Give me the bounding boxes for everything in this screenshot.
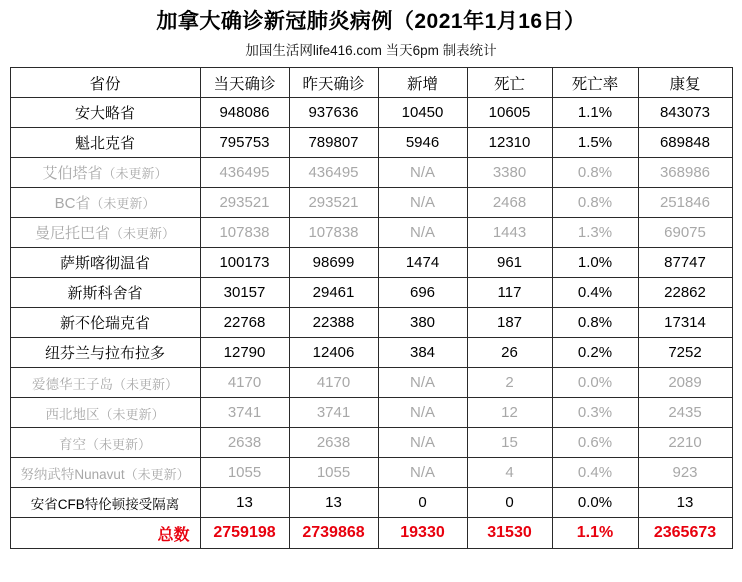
province-name: 育空 [58, 436, 86, 452]
cell-death-rate: 1.1% [552, 98, 638, 128]
cell-deaths: 4 [467, 458, 552, 488]
cell-death-rate: 0.8% [552, 158, 638, 188]
cell-recovered: 689848 [638, 128, 732, 158]
cell-today: 100173 [200, 248, 289, 278]
table-row [10, 488, 732, 518]
cell-deaths: 12 [467, 398, 552, 428]
table-header [10, 68, 732, 98]
cell-new: 696 [378, 278, 467, 308]
table-row [10, 188, 732, 218]
cell-province [10, 338, 200, 368]
province-update-note: （未更新） [85, 436, 151, 452]
cell-province [10, 128, 200, 158]
cell-province [10, 488, 200, 518]
cell-new: 1474 [378, 248, 467, 278]
cell-today: 107838 [200, 218, 289, 248]
cell-deaths: 15 [467, 428, 552, 458]
cell-recovered: 7252 [638, 338, 732, 368]
cell-today: 2638 [200, 428, 289, 458]
cell-province [10, 98, 200, 128]
cell-new: N/A [378, 398, 467, 428]
table-total-row [10, 518, 732, 549]
province-update-note: （未更新） [110, 226, 176, 241]
cell-today: 948086 [200, 98, 289, 128]
cell-total-today: 2759198 [200, 518, 289, 549]
cell-new: N/A [378, 218, 467, 248]
cell-total-recovered: 2365673 [638, 518, 732, 549]
cell-today: 4170 [200, 368, 289, 398]
table-row [10, 218, 732, 248]
cell-new: N/A [378, 188, 467, 218]
cell-new: N/A [378, 158, 467, 188]
cell-yesterday: 107838 [289, 218, 378, 248]
table-row [10, 308, 732, 338]
cell-today: 22768 [200, 308, 289, 338]
column-header-new: 新增 [378, 68, 467, 98]
province-update-note: （未更新） [102, 166, 168, 181]
cell-yesterday: 13 [289, 488, 378, 518]
cell-recovered: 251846 [638, 188, 732, 218]
cell-today: 293521 [200, 188, 289, 218]
province-name: BC省 [54, 195, 91, 212]
cell-new: 5946 [378, 128, 467, 158]
cell-recovered: 2210 [638, 428, 732, 458]
cell-province [10, 158, 200, 188]
column-header-deaths: 死亡 [467, 68, 552, 98]
table-row [10, 278, 732, 308]
cell-new: 0 [378, 488, 467, 518]
cell-death-rate: 0.4% [552, 278, 638, 308]
cell-today: 795753 [200, 128, 289, 158]
cell-recovered: 923 [638, 458, 732, 488]
cell-yesterday: 293521 [289, 188, 378, 218]
province-name: 艾伯塔省 [42, 165, 103, 182]
cell-new: 380 [378, 308, 467, 338]
table-row [10, 128, 732, 158]
cell-recovered: 843073 [638, 98, 732, 128]
column-header-today: 当天确诊 [200, 68, 289, 98]
province-update-note: （未更新） [90, 196, 156, 211]
cell-province [10, 368, 200, 398]
cell-province [10, 308, 200, 338]
cell-recovered: 69075 [638, 218, 732, 248]
cell-deaths: 2468 [467, 188, 552, 218]
cell-yesterday: 937636 [289, 98, 378, 128]
column-header-recovered: 康复 [638, 68, 732, 98]
cell-total-yesterday: 2739868 [289, 518, 378, 549]
cell-recovered: 2089 [638, 368, 732, 398]
cell-province [10, 218, 200, 248]
cell-total-new: 19330 [378, 518, 467, 549]
province-update-note: （未更新） [124, 466, 190, 482]
cell-death-rate: 0.6% [552, 428, 638, 458]
cell-deaths: 3380 [467, 158, 552, 188]
cell-total-deaths: 31530 [467, 518, 552, 549]
table-row [10, 158, 732, 188]
cell-today: 30157 [200, 278, 289, 308]
table-row [10, 398, 732, 428]
table-row [10, 368, 732, 398]
cell-yesterday: 1055 [289, 458, 378, 488]
cell-province [10, 248, 200, 278]
cell-new: N/A [378, 368, 467, 398]
province-name: 安大略省 [74, 105, 135, 122]
cell-yesterday: 4170 [289, 368, 378, 398]
cell-province [10, 398, 200, 428]
province-name: 努纳武特Nunavut [20, 466, 125, 482]
cell-recovered: 17314 [638, 308, 732, 338]
cell-yesterday: 29461 [289, 278, 378, 308]
cell-yesterday: 2638 [289, 428, 378, 458]
cell-deaths: 0 [467, 488, 552, 518]
cell-deaths: 12310 [467, 128, 552, 158]
cell-province [10, 188, 200, 218]
cell-death-rate: 0.4% [552, 458, 638, 488]
cell-death-rate: 0.8% [552, 308, 638, 338]
column-header-yesterday: 昨天确诊 [289, 68, 378, 98]
cell-today: 12790 [200, 338, 289, 368]
province-update-note: （未更新） [99, 406, 165, 422]
province-name: 魁北克省 [74, 135, 135, 152]
cell-recovered: 2435 [638, 398, 732, 428]
table-row [10, 338, 732, 368]
covid-stats-table [10, 67, 733, 549]
cell-deaths: 1443 [467, 218, 552, 248]
cell-new: 384 [378, 338, 467, 368]
cell-death-rate: 0.2% [552, 338, 638, 368]
province-name: 西北地区 [45, 406, 100, 422]
province-name: 曼尼托巴省 [34, 225, 110, 242]
column-header-death-rate: 死亡率 [552, 68, 638, 98]
page-subtitle: 加国生活网life416.com 当天6pm 制表统计 [245, 43, 497, 58]
province-name: 新不伦瑞克省 [59, 315, 150, 332]
cell-deaths: 10605 [467, 98, 552, 128]
cell-yesterday: 12406 [289, 338, 378, 368]
cell-deaths: 26 [467, 338, 552, 368]
cell-yesterday: 3741 [289, 398, 378, 428]
cell-death-rate: 0.0% [552, 488, 638, 518]
cell-today: 3741 [200, 398, 289, 428]
province-name: 安省CFB特伦顿接受隔离 [30, 496, 180, 512]
cell-province [10, 278, 200, 308]
cell-deaths: 2 [467, 368, 552, 398]
cell-today: 13 [200, 488, 289, 518]
province-name: 纽芬兰与拉布拉多 [44, 345, 165, 362]
table-row [10, 428, 732, 458]
province-name: 萨斯喀彻温省 [59, 255, 150, 272]
cell-death-rate: 0.0% [552, 368, 638, 398]
table-body [10, 98, 732, 549]
cell-province [10, 428, 200, 458]
cell-new: N/A [378, 428, 467, 458]
column-header-province: 省份 [10, 68, 200, 98]
cell-today: 436495 [200, 158, 289, 188]
cell-yesterday: 789807 [289, 128, 378, 158]
cell-province [10, 458, 200, 488]
cell-death-rate: 0.3% [552, 398, 638, 428]
cell-today: 1055 [200, 458, 289, 488]
table-row [10, 458, 732, 488]
province-name: 新斯科舍省 [67, 285, 143, 302]
cell-yesterday: 22388 [289, 308, 378, 338]
page-title: 加拿大确诊新冠肺炎病例（2021年1月16日） [156, 10, 586, 33]
cell-total-label: 总数 [10, 518, 200, 549]
cell-recovered: 22862 [638, 278, 732, 308]
cell-yesterday: 98699 [289, 248, 378, 278]
cell-deaths: 187 [467, 308, 552, 338]
cell-recovered: 87747 [638, 248, 732, 278]
table-row [10, 98, 732, 128]
cell-death-rate: 0.8% [552, 188, 638, 218]
cell-yesterday: 436495 [289, 158, 378, 188]
cell-new: 10450 [378, 98, 467, 128]
cell-deaths: 961 [467, 248, 552, 278]
province-update-note: （未更新） [112, 376, 178, 392]
cell-total-death-rate: 1.1% [552, 518, 638, 549]
province-name: 爱德华王子岛 [31, 376, 113, 392]
cell-death-rate: 1.5% [552, 128, 638, 158]
table-header-row [10, 68, 732, 98]
cell-deaths: 117 [467, 278, 552, 308]
cell-new: N/A [378, 458, 467, 488]
cell-death-rate: 1.3% [552, 218, 638, 248]
cell-recovered: 368986 [638, 158, 732, 188]
cell-death-rate: 1.0% [552, 248, 638, 278]
table-row [10, 248, 732, 278]
cell-recovered: 13 [638, 488, 732, 518]
